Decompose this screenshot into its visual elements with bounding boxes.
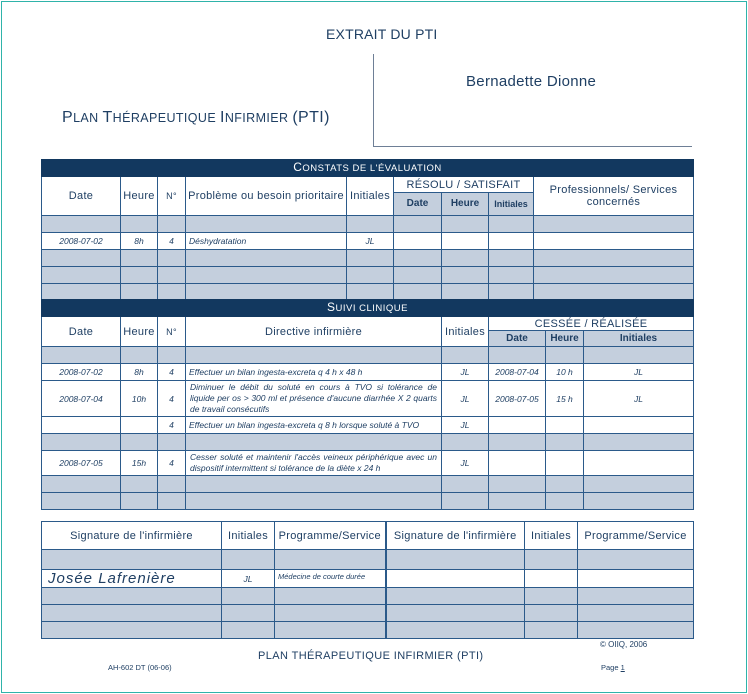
- page-number: Page 1: [601, 663, 625, 672]
- col-heure: Heure: [121, 317, 158, 347]
- constats-band: [42, 160, 694, 177]
- footer-title: PLAN THÉRAPEUTIQUE INFIRMIER (PTI): [258, 650, 484, 662]
- col-no: N°: [158, 177, 186, 216]
- table-row: [42, 493, 694, 510]
- suivi-band: [42, 300, 694, 317]
- suivi-title: SUIVI CLINIQUE: [42, 300, 694, 317]
- sub-heure: Heure: [442, 193, 489, 216]
- table-row: 2008-07-02 8h 4 Effectuer un bilan ingesta-excreta q 4 h x 48 h JL 2008-07-04 10 h JL: [42, 364, 694, 381]
- col-date: Date: [42, 177, 121, 216]
- sub-date: Date: [394, 193, 442, 216]
- col-signature: Signature de l'infirmière: [42, 522, 222, 550]
- sub-heure: Heure: [546, 331, 584, 347]
- table-row: 2008-07-02 8h 4 Déshydratation JL: [42, 233, 694, 250]
- col-heure: Heure: [121, 177, 158, 216]
- table-row: 2008-07-05 15h 4 Cesser soluté et maintenir l'accès veineux périphérique avec un dispositif intermittent si tolérance de la diète x 24 h JL: [42, 451, 694, 476]
- table-row: [42, 267, 694, 284]
- table-row: [42, 588, 694, 605]
- header-divider-vertical: [373, 54, 374, 146]
- col-initiales: Initiales: [222, 522, 275, 550]
- table-row: [42, 347, 694, 364]
- table-row: [42, 216, 694, 233]
- form-code: AH-602 DT (06-06): [108, 663, 172, 672]
- col-no: N°: [158, 317, 186, 347]
- col-initiales: Initiales: [347, 177, 394, 216]
- signature-name: Josée Lafrenière: [42, 570, 222, 588]
- sub-initiales: Initiales: [489, 193, 534, 216]
- col-directive: Directive infirmière: [186, 317, 442, 347]
- col-cessee: CESSÉE / RÉALISÉE: [489, 317, 694, 331]
- col-resolu: RÉSOLU / SATISFAIT: [394, 177, 534, 193]
- table-row: [42, 605, 694, 622]
- col-probleme: Problème ou besoin prioritaire: [186, 177, 347, 216]
- extract-title: EXTRAIT DU PTI: [326, 26, 438, 42]
- table-row: 4 Effectuer un bilan ingesta-excreta q 8 h lorsque soluté à TVO JL: [42, 417, 694, 434]
- col-signature-2: Signature de l'infirmière: [386, 522, 525, 550]
- col-date: Date: [42, 317, 121, 347]
- table-row: 2008-07-04 10h 4 Diminuer le débit du soluté en cours à TVO si tolérance de liquide per os > 300 ml et présence d'aucune diarrhée X 2 quarts de travail consécutifs JL 2008-07-05 15 h JL: [42, 381, 694, 417]
- constats-title: CONSTATS DE L'ÉVALUATION: [42, 160, 694, 177]
- signature-table: [41, 521, 694, 639]
- table-row: [42, 550, 694, 570]
- suivi-table: [41, 299, 694, 510]
- table-row: [42, 250, 694, 267]
- col-initiales: Initiales: [442, 317, 489, 347]
- col-programme-2: Programme/Service: [578, 522, 694, 550]
- table-row: Josée Lafrenière JL Médecine de courte durée: [42, 570, 694, 588]
- table-row: [42, 622, 694, 639]
- table-row: [42, 284, 694, 300]
- page-title: PLAN THÉRAPEUTIQUE INFIRMIER (PTI): [62, 109, 330, 126]
- sub-initiales: Initiales: [584, 331, 694, 347]
- col-programme: Programme/Service: [275, 522, 386, 550]
- patient-name: Bernadette Dionne: [466, 73, 597, 90]
- col-professionnels: Professionnels/ Services concernés: [534, 177, 694, 216]
- table-row: [42, 476, 694, 493]
- constats-table: [41, 159, 694, 300]
- sub-date: Date: [489, 331, 546, 347]
- header-divider-horizontal: [373, 146, 692, 147]
- copyright: © OIIQ, 2006: [600, 640, 648, 649]
- col-initiales-2: Initiales: [525, 522, 578, 550]
- table-row: [42, 434, 694, 451]
